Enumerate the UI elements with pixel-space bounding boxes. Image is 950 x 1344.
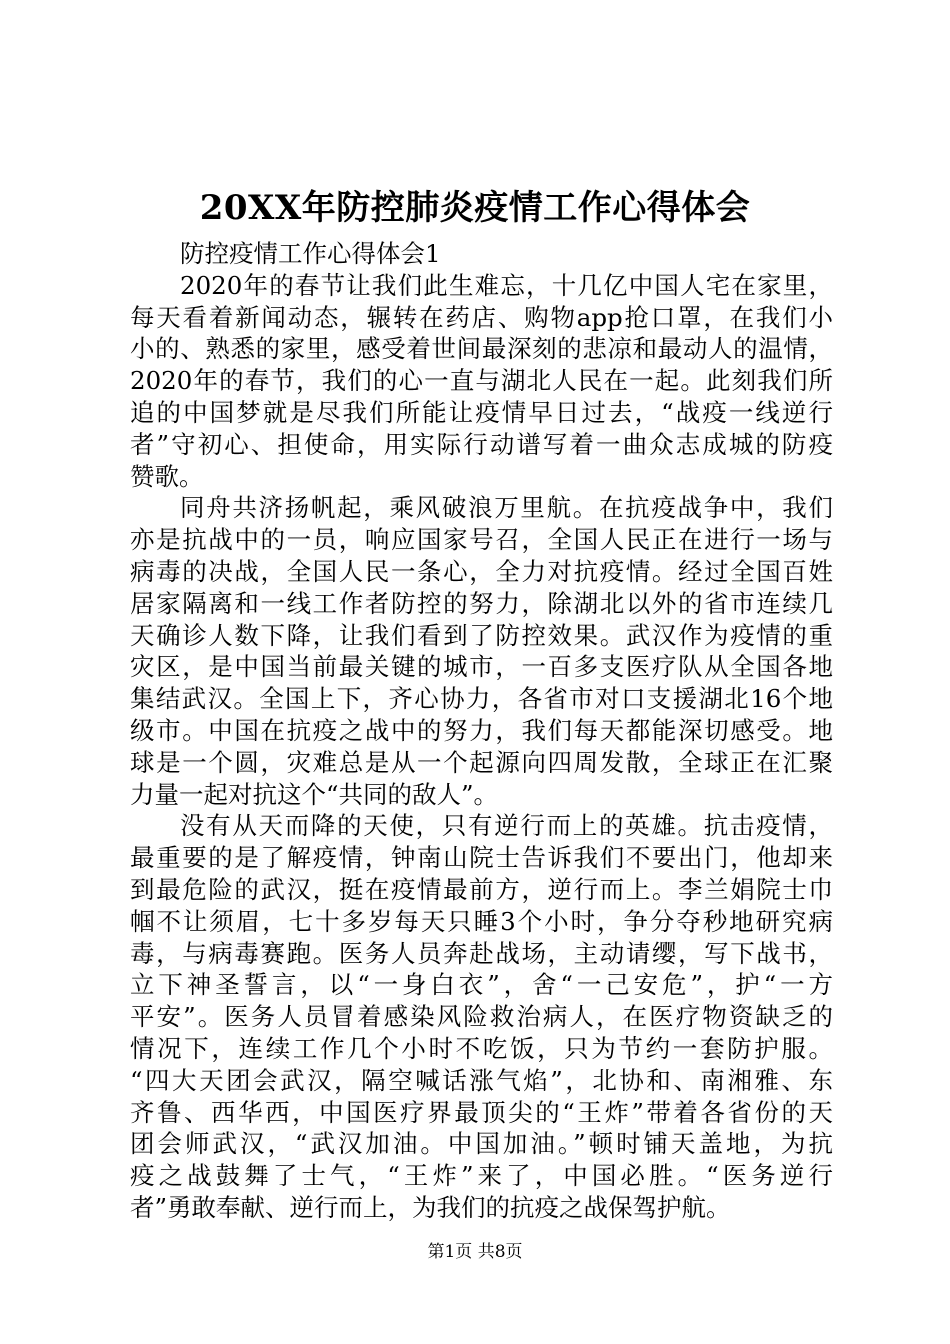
paragraph-line: 亦是抗战中的一员，响应国家号召，全国人民正在进行一场与 — [130, 525, 833, 555]
paragraph — [130, 270, 833, 493]
document-title: 20XX年防控肺炎疫情工作心得体会 — [199, 188, 751, 228]
paragraph-line: 齐鲁、西华西，中国医疗界最顶尖的“王炸”带着各省份的天 — [130, 1097, 833, 1127]
paragraph-line: 2020年的春节让我们此生难忘，十几亿中国人宅在家里， — [180, 270, 833, 300]
paragraph-line: “四大天团会武汉，隔空喊话涨气焰”，北协和、南湘雅、东 — [130, 1065, 833, 1095]
paragraph-line: 力量一起对抗这个“共同的敌人”。 — [130, 779, 499, 809]
paragraph-line: 最重要的是了解疫情，钟南山院士告诉我们不要出门，他却来 — [130, 843, 833, 873]
paragraph-line: 赞歌。 — [130, 461, 204, 491]
paragraph-line: 平安”。医务人员冒着感染风险救治病人，在医疗物资缺乏的 — [130, 1002, 833, 1032]
paragraph — [130, 810, 833, 1223]
paragraph-line: 者”守初心、担使命，用实际行动谱写着一曲众志成城的防疫 — [130, 429, 833, 459]
paragraph-line: 立下神圣誓言，以“一身白衣”，舍“一己安危”，护“一方 — [130, 970, 833, 1000]
paragraph-line: 同舟共济扬帆起，乘风破浪万里航。在抗疫战争中，我们 — [180, 493, 833, 523]
paragraph-line: 情况下，连续工作几个小时不吃饭，只为节约一套防护服。 — [130, 1033, 833, 1063]
paragraph-line: 球是一个圆，灾难总是从一个起源向四周发散，全球正在汇聚 — [130, 747, 833, 777]
paragraph-line: 2020年的春节，我们的心一直与湖北人民在一起。此刻我们所 — [130, 366, 833, 396]
paragraph-line: 病毒的决战，全国人民一条心，全力对抗疫情。经过全国百姓 — [130, 556, 833, 586]
paragraph-line: 灾区，是中国当前最关键的城市，一百多支医疗队从全国各地 — [130, 652, 833, 682]
paragraph-line: 追的中国梦就是尽我们所能让疫情早日过去，“战疫一线逆行 — [130, 397, 833, 427]
paragraph-line: 居家隔离和一线工作者防控的努力，除湖北以外的省市连续几 — [130, 588, 833, 618]
paragraph-line: 集结武汉。全国上下，齐心协力，各省市对口支援湖北16个地 — [130, 684, 833, 714]
paragraph-line: 疫之战鼓舞了士气，“王炸”来了，中国必胜。“医务逆行 — [130, 1161, 833, 1191]
paragraph-line: 到最危险的武汉，挺在疫情最前方，逆行而上。李兰娟院士巾 — [130, 874, 833, 904]
paragraph-line: 者”勇敢奉献、逆行而上，为我们的抗疫之战保驾护航。 — [130, 1192, 731, 1222]
paragraph-line: 天确诊人数下降，让我们看到了防控效果。武汉作为疫情的重 — [130, 620, 833, 650]
document-body — [130, 238, 833, 1224]
section-subheading: 防控疫情工作心得体会1 — [180, 239, 441, 268]
page-footer: 第1页 共8页 — [427, 1242, 523, 1262]
paragraph-line: 级市。中国在抗疫之战中的努力，我们每天都能深切感受。地 — [130, 715, 833, 745]
paragraph-line: 没有从天而降的天使，只有逆行而上的英雄。抗击疫情， — [180, 811, 833, 841]
paragraph-line: 毒，与病毒赛跑。医务人员奔赴战场，主动请缨，写下战书， — [130, 938, 833, 968]
paragraph-line: 每天看着新闻动态，辗转在药店、购物app抢口罩，在我们小 — [130, 302, 833, 332]
paragraph-container — [130, 270, 833, 1224]
paragraph-line: 帼不让须眉，七十多岁每天只睡3个小时，争分夺秒地研究病 — [130, 906, 833, 936]
paragraph-line: 团会师武汉，“武汉加油。中国加油。”顿时铺天盖地，为抗 — [130, 1129, 833, 1159]
paragraph-line: 小的、熟悉的家里，感受着世间最深刻的悲凉和最动人的温情， — [130, 334, 833, 364]
paragraph — [130, 492, 833, 810]
